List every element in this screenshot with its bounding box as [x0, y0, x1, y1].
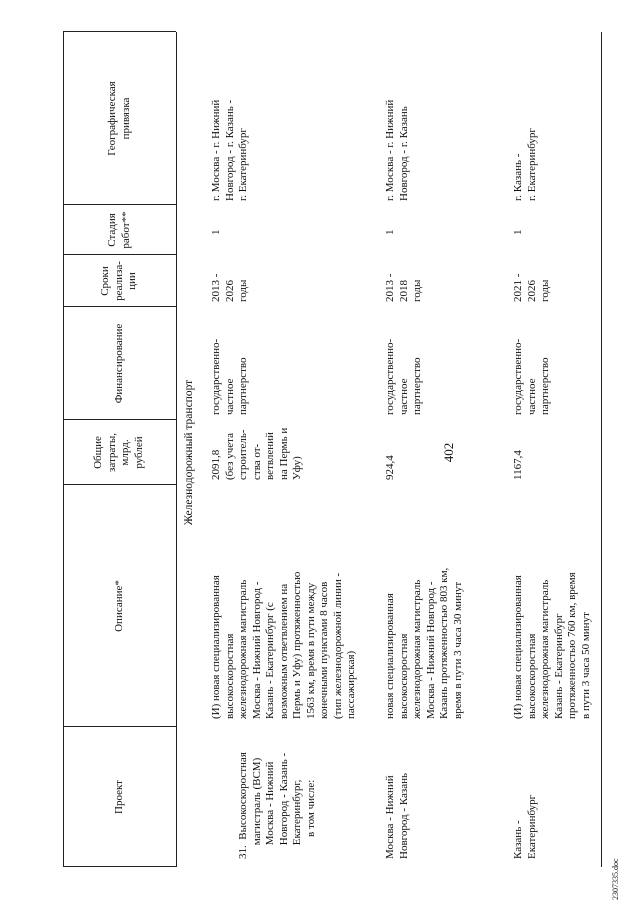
- header-description: Описание*: [113, 580, 125, 632]
- header-financing: Финансирование: [113, 323, 125, 404]
- header-geo: Географическая привязка: [106, 81, 132, 156]
- page-number: 402: [441, 442, 456, 463]
- row3-geo: г. Казань - г. Екатеринбург: [512, 128, 538, 201]
- row2-costs: 924,4: [384, 455, 396, 480]
- header-project: Проект: [113, 780, 125, 814]
- row2-project: Москва - Нижний Новгород - Казань: [384, 772, 410, 859]
- row2-stage: 1: [384, 229, 396, 235]
- header-costs: Общие затраты, млрд. рублей: [92, 433, 145, 472]
- header-terms: Сроки реализа- ции: [99, 261, 138, 301]
- row1-costs: 2091,8 (без учета строитель- ства от- ветвлений на Пермь и Уфу): [210, 427, 303, 480]
- row3-costs: 1167,4: [512, 450, 524, 480]
- table-header-bottom-border: [176, 32, 177, 867]
- row3-description: (И) новая специализированная высокоскоростная железнодорожная магистраль Казань - Екатеринбург протяженностью 760 км, время в пути 3 часа 50 минут: [512, 572, 592, 719]
- header-stage: Стадия работ**: [106, 211, 132, 249]
- row3-financing: государственно- частное партнерство: [512, 338, 551, 415]
- section-title: Железнодорожный транспорт: [183, 379, 195, 526]
- row1-description: (И) новая специализированная высокоскоростная железнодорожная магистраль Москва - Нижний Новгород - Казань - Екатеринбург (с возможным ответвлением на Пермь и Уфу) протяженностью 1563 км, время в пути между конечными пунктами 8 часов (тип железнодорожной линии - пассажирская): [210, 571, 357, 719]
- row1-terms: 2013 - 2026 годы: [210, 273, 249, 302]
- row1-project: 31. Высокоскоростная магистраль (ВСМ) Москва - Нижний Новгород - Казань - Екатеринбург, в том числе:: [237, 752, 317, 859]
- row3-stage: 1: [512, 229, 524, 235]
- row1-financing: государственно- частное партнерство: [210, 338, 249, 415]
- table-bottom-border: [601, 32, 602, 867]
- row3-project: Казань - Екатеринбург: [512, 794, 538, 859]
- document-id: 2307335.doc: [611, 858, 620, 900]
- row1-geo: г. Москва - г. Нижний Новгород - г. Казань - г. Екатеринбург: [210, 99, 249, 201]
- table-top-border: [63, 32, 64, 867]
- row3-terms: 2021 - 2026 годы: [512, 273, 551, 302]
- row1-stage: 1: [210, 229, 222, 235]
- row2-terms: 2013 - 2018 годы: [384, 273, 423, 302]
- row2-description: новая специализированная высокоскоростная железнодорожная магистраль Москва - Нижний Новгород - Казань протяженностью 803 км, время в пути 3 часа 30 минут: [384, 567, 464, 719]
- row2-geo: г. Москва - г. Нижний Новгород - г. Казань: [384, 99, 410, 201]
- row2-financing: государственно- частное партнерство: [384, 338, 423, 415]
